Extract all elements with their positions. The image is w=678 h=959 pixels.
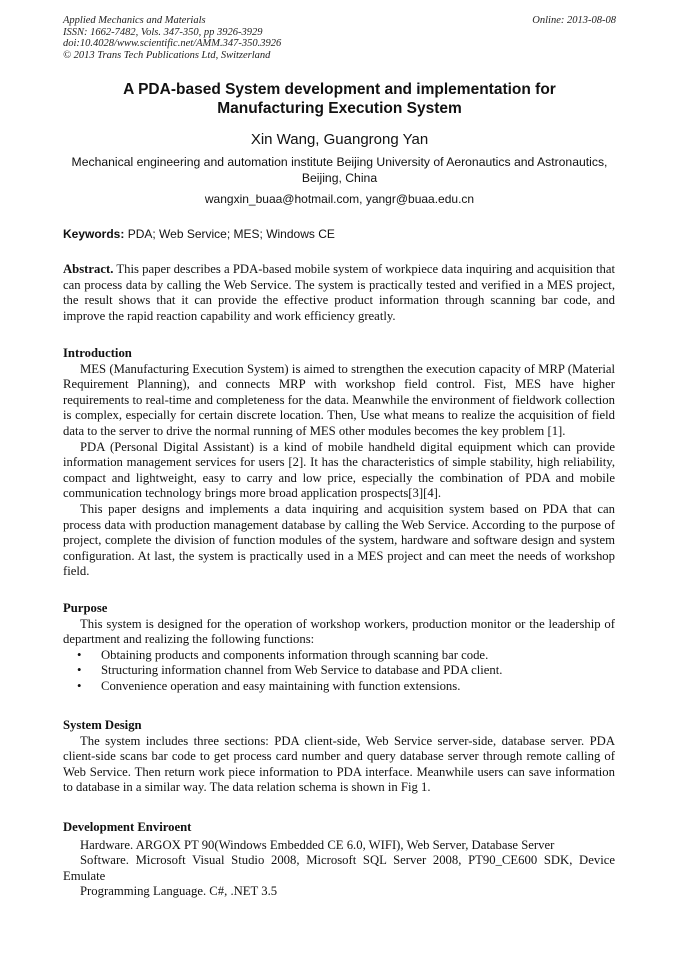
development-hardware: Hardware. ARGOX PT 90(Windows Embedded CE 6.0, WIFI), Web Server, Database Server: [80, 837, 555, 852]
authors: Xin Wang, Guangrong Yan: [250, 131, 429, 148]
section-development-environment: [63, 820, 615, 900]
keywords-text: PDA; Web Service; MES; Windows CE: [127, 227, 335, 241]
development-language: Programming Language. C#, .NET 3.5: [80, 884, 278, 899]
doi: doi:10.4028/www.scientific.net/AMM.347-350.3926: [63, 38, 282, 49]
bullet-icon: •: [77, 678, 82, 693]
system-design-paragraph: The system includes three sections: PDA client-side, Web Service server-side, database server. PDA client-side scans bar code to get process card number and query database server through remote calling of Web Service. Then return work piece information to PDA interface. Meanwhile users can save information to database in a similar way. The data relation schema is shown in Fig 1.: [63, 733, 615, 795]
list-item: • Structuring information channel from Web Service to database and PDA client.: [77, 663, 503, 678]
section-introduction: [63, 346, 615, 580]
introduction-paragraph-3: This paper designs and implements a data inquiring and acquisition system based on PDA that can process data with production management database by calling the Web Service. According to the purpose of project, complete the division of function modules of the system, hardware and software design and system configuration. At last, the system is practically used in a MES project and can meet the needs of workshop field.: [63, 501, 615, 579]
journal-name: Applied Mechanics and Materials: [63, 15, 206, 26]
issn: ISSN: 1662-7482, Vols. 347-350, pp 3926-3929: [63, 26, 263, 38]
development-heading: Development Enviroent: [63, 820, 192, 834]
paper-title: [63, 80, 616, 118]
online-date: Online: 2013-08-08: [532, 15, 616, 26]
system-design-heading: System Design: [63, 718, 142, 732]
author-emails: wangxin_buaa@hotmail.com, yangr@buaa.edu.cn: [204, 192, 475, 206]
development-software: Software. Microsoft Visual Studio 2008, Microsoft SQL Server 2008, PT90_CE600 SDK, Device Emulate: [63, 853, 615, 883]
introduction-paragraph-1: MES (Manufacturing Execution System) is aimed to strengthen the execution capacity of MRP (Material Requirement Planning), and connects MRP with workshop field control. Fist, MES have higher requirements to real-time and completeness for the data. Meanwhile the environment of fieldwork collection is complex, especially for certain discrete location. Then, Use what means to realize the acquisition of field data to the server to drive the normal running of MES other modules becomes the key problem [1].: [63, 361, 615, 438]
purpose-bullet-list: [63, 648, 615, 695]
purpose-paragraph: This system is designed for the operation of workshop workers, production monitor or the leadership of department and realizing the following functions:: [63, 616, 615, 647]
bullet-icon: •: [77, 663, 82, 678]
bullet-icon: •: [77, 647, 82, 662]
list-item: • Obtaining products and components information through scanning bar code.: [77, 647, 489, 662]
abstract-label: Abstract.: [63, 262, 114, 276]
affiliation-line-1: Mechanical engineering and automation institute Beijing University of Aeronautics and Astronautics,: [71, 155, 608, 169]
introduction-paragraph-2: PDA (Personal Digital Assistant) is a kind of mobile handheld digital equipment which can provide information management services for users [2]. It has the characteristics of simple stability, high reliability, compact and lightweight, easy to carry and low price, especially the combination of PDA and mobile communication technology brings more broad application prospects[3][4].: [63, 439, 615, 501]
title-line-1: A PDA-based System development and implementation for: [123, 81, 556, 98]
journal-header: [63, 15, 616, 61]
keywords: [63, 227, 616, 242]
copyright: © 2013 Trans Tech Publications Ltd, Switzerland: [63, 49, 271, 61]
affiliation-line-2: Beijing, China: [301, 170, 378, 185]
keywords-label: Keywords:: [63, 227, 125, 241]
section-purpose: [63, 601, 615, 695]
title-line-2: Manufacturing Execution System: [217, 100, 462, 117]
purpose-heading: Purpose: [63, 601, 108, 615]
section-system-design: [63, 718, 615, 796]
abstract: [63, 262, 615, 324]
abstract-text: This paper describes a PDA-based mobile system of workpiece data inquiring and acquisition that can process data by calling the Web Service. The system is practically tested and verified in a MES project, the result shows that it can provide the effective product information through scanning bar code, and improve the rapid reaction capability and work efficiency greatly.: [63, 262, 615, 323]
introduction-heading: Introduction: [63, 346, 132, 360]
list-item: • Convenience operation and easy maintaining with function extensions.: [77, 678, 461, 693]
affiliation: [63, 155, 616, 186]
